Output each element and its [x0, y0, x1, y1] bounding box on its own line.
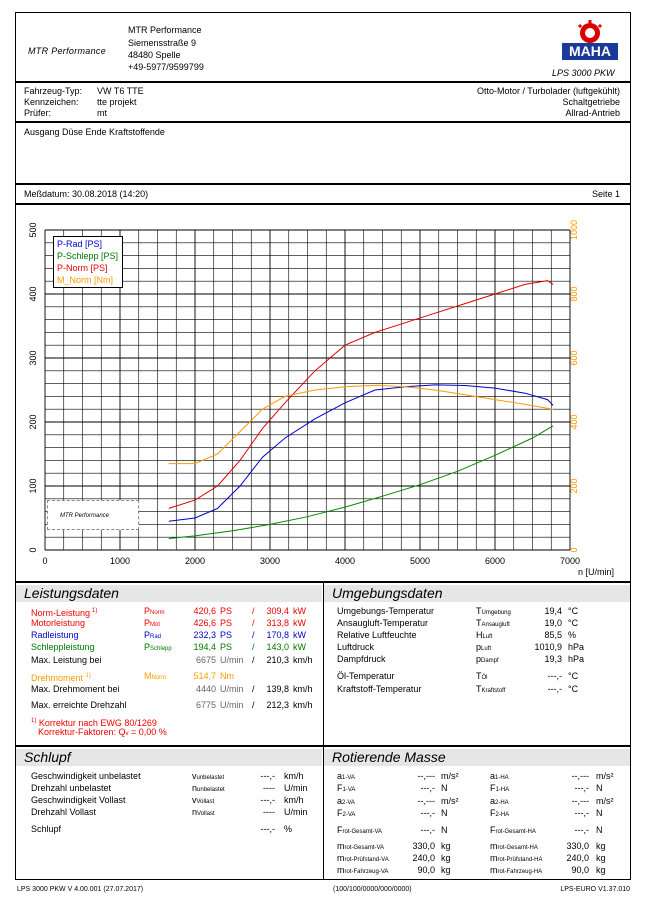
x-tick-label: 2000	[184, 556, 206, 566]
masse-left-value: ---,-	[420, 825, 435, 835]
right-y-tick-label: 400	[569, 414, 579, 430]
plate-value: tte projekt	[97, 97, 137, 107]
umgebung-row-label: Kraftstoff-Temperatur	[337, 684, 422, 694]
schlupf-row-label: Drehzahl Vollast	[31, 807, 97, 817]
umgebung-row-symsub: Öl	[481, 675, 488, 681]
leistung-row-symsub: Rad	[150, 634, 162, 640]
umgebung-row-symsub: Luft	[481, 646, 492, 652]
engine-type: Otto-Motor / Turbolader (luftgekühlt)	[476, 86, 620, 96]
series-line-p-rad--ps-	[169, 385, 553, 521]
masse-right-unit: m/s²	[596, 771, 614, 781]
masse-left-unit: N	[441, 825, 448, 835]
leistung-row-ps-unit: PS	[220, 630, 233, 640]
right-y-tick-label: 1000	[569, 219, 579, 241]
leistung-title: Leistungsdaten	[16, 585, 322, 602]
masse-right-sym: a	[490, 796, 496, 806]
torque-label-text: Drehmoment	[31, 673, 84, 683]
schlupf-row-label: Geschwindigkeit unbelastet	[31, 771, 141, 781]
left-y-tick-label: 100	[28, 478, 38, 494]
max-torque-sep: /	[252, 684, 255, 694]
umgebung-row-label: Luftdruck	[337, 642, 375, 652]
right-y-tick-label: 0	[569, 547, 579, 553]
masse-right-unit: kg	[596, 841, 606, 851]
schlupf-row-sym: n	[192, 783, 198, 793]
masse-right-symsub: 2-HA	[495, 812, 510, 818]
umgebung-row-unit: hPa	[568, 654, 585, 664]
masse-right-value: ---,-	[574, 808, 589, 818]
max-power-speed: 210,3	[266, 655, 289, 665]
umgebung-row-value: ---,-	[547, 684, 562, 694]
masse-left-unit: kg	[441, 853, 451, 863]
schlupf-row-unit: km/h	[284, 795, 304, 805]
masse-left-symsub: rot-Gesamt-VA	[344, 845, 385, 851]
masse-right-unit: m/s²	[596, 796, 614, 806]
masse-right-unit: N	[596, 808, 603, 818]
leistung-row-kw-unit: kW	[293, 630, 306, 640]
leistung-row-label-text: Radleistung	[31, 630, 79, 640]
masse-left-sym: m	[337, 841, 345, 851]
korrektur-factor-value: = 0,00 %	[128, 727, 167, 737]
lower-divider	[323, 746, 324, 880]
umgebung-row-sym: H	[476, 630, 483, 640]
masse-right-symsub: 2-HA	[495, 800, 509, 806]
leistung-row-ps-value: 420,6	[193, 606, 216, 616]
gearbox-type: Schaltgetriebe	[562, 97, 620, 107]
umgebung-row-label: Ansaugluft-Temperatur	[337, 618, 429, 628]
masse-right-value: --,---	[571, 796, 589, 806]
max-power-rpm: 6675	[195, 655, 216, 665]
masse-right-sym: m	[490, 865, 498, 875]
masse-right-value: ---,-	[574, 825, 589, 835]
schlupf-title: Schlupf	[16, 749, 322, 766]
leistung-row-label	[31, 618, 85, 629]
leistung-row-sep: /	[252, 642, 255, 652]
max-power-label: Max. Leistung bei	[31, 655, 102, 665]
umgebung-row-value: 85,5	[544, 630, 562, 640]
plate-label: Kennzeichen:	[24, 97, 79, 107]
leistung-row-symbol	[144, 642, 172, 655]
umgebung-row-value: ---,-	[547, 671, 562, 681]
company-name: MTR Performance	[128, 25, 202, 35]
masse-left-symsub: 1-VA	[342, 787, 356, 793]
umgebung-row-sym: p	[476, 642, 482, 652]
masse-left-sym: a	[337, 771, 343, 781]
right-y-tick-label: 800	[569, 286, 579, 302]
max-rpm-label: Max. erreichte Drehzahl	[31, 700, 127, 710]
max-rpm-speed: 212,3	[266, 700, 289, 710]
masse-left-symsub: rot-Prüfstand-VA	[344, 857, 389, 863]
schlupf-row-label: Schlupf	[31, 824, 62, 834]
leistung-row-symsub: Schlepp	[150, 646, 172, 652]
leistung-row-sym: P	[144, 618, 151, 628]
leistung-row-kw-unit: kW	[293, 642, 306, 652]
max-power-sep: /	[252, 655, 255, 665]
masse-right-symsub: 1-HA	[495, 775, 509, 781]
umgebung-row-sym: p	[476, 654, 482, 664]
schlupf-row-value: ---,-	[260, 795, 275, 805]
leistung-row-kw-value: 143,0	[266, 642, 289, 652]
masse-right-unit: N	[596, 825, 603, 835]
umgebung-row-sym: T	[476, 684, 482, 694]
watermark-logo-text: MTR Performance	[60, 513, 110, 519]
umgebung-row-label: Dampfdruck	[337, 654, 386, 664]
legend-m-norm: M_Norm [Nm]	[57, 275, 113, 285]
schlupf-row-unit: km/h	[284, 771, 304, 781]
schlupf-row-sym: v	[192, 771, 197, 781]
masse-right-symsub: 1-HA	[495, 787, 510, 793]
legend-p-rad: P-Rad [PS]	[57, 239, 103, 249]
right-y-tick-label: 600	[569, 350, 579, 366]
masse-right-value: 90,0	[571, 865, 589, 875]
masse-left-symbol	[337, 865, 388, 878]
schlupf-row-unit: U/min	[284, 783, 308, 793]
masse-right-value: 330,0	[566, 841, 589, 851]
torque-sym: M	[144, 671, 152, 681]
masse-left-unit: m/s²	[441, 771, 459, 781]
leistung-row-ps-unit: PS	[220, 618, 233, 628]
leistung-row-label	[31, 642, 95, 653]
umgebung-row-symsub: Ansaugluft	[481, 622, 510, 628]
schlupf-row-unit: %	[284, 824, 293, 834]
max-rpm-value: 6775	[195, 700, 216, 710]
umgebung-row-sym: T	[476, 618, 482, 628]
x-tick-label: 3000	[259, 556, 281, 566]
leistung-row-label-text: Norm-Leistung	[31, 608, 91, 618]
schlupf-row-label: Geschwindigkeit Vollast	[31, 795, 126, 805]
header-box	[15, 12, 631, 82]
masse-left-value: --,---	[417, 771, 435, 781]
masse-left-value: ---,-	[420, 783, 435, 793]
masse-right-sym: m	[490, 841, 498, 851]
company-phone: +49-5977/9599799	[128, 62, 204, 72]
masse-left-value: 240,0	[412, 853, 435, 863]
left-y-tick-label: 400	[28, 286, 38, 302]
legend-p-norm: P-Norm [PS]	[57, 263, 108, 273]
masse-right-sym: F	[490, 825, 496, 835]
umgebung-row-unit: hPa	[568, 642, 585, 652]
footer-right: LPS-EURO V1.37.010	[560, 886, 630, 893]
schlupf-row-symsub: Vollast	[197, 811, 215, 817]
schlupf-row-unit: U/min	[284, 807, 308, 817]
umgebung-row-sym: T	[476, 671, 482, 681]
masse-right-sym: F	[490, 783, 496, 793]
masse-left-unit: kg	[441, 865, 451, 875]
max-rpm-speed-unit: km/h	[293, 700, 313, 710]
company-street: Siemensstraße 9	[128, 38, 197, 48]
drive-type: Allrad-Antrieb	[565, 108, 620, 118]
schlupf-row-value: ---,-	[260, 824, 275, 834]
masse-right-symbol	[490, 783, 509, 796]
masse-left-symsub: 2-VA	[342, 812, 356, 818]
umgebung-title: Umgebungsdaten	[324, 585, 630, 602]
korrektur-footnote: 1)	[31, 718, 37, 724]
data-divider	[323, 582, 324, 746]
torque-symbol	[144, 671, 166, 684]
x-tick-label: 0	[42, 556, 48, 566]
masse-right-symsub: rot-Prüfstand-HA	[497, 857, 543, 863]
masse-left-sym: a	[337, 796, 343, 806]
leistung-row-label-text: Schleppleistung	[31, 642, 95, 652]
schlupf-row-symsub: Vollast	[196, 799, 215, 805]
left-y-tick-label: 300	[28, 350, 38, 366]
masse-title: Rotierende Masse	[324, 749, 630, 766]
max-torque-speed-unit: km/h	[293, 684, 313, 694]
umgebung-row-value: 19,3	[544, 654, 562, 664]
tester-label: Prüfer:	[24, 108, 52, 118]
masse-right-symbol	[490, 865, 542, 878]
chart-legend	[53, 236, 123, 288]
masse-right-value: ---,-	[574, 783, 589, 793]
leistung-row-ps-value: 232,3	[193, 630, 216, 640]
max-torque-speed: 139,8	[266, 684, 289, 694]
umgebung-row-symsub: Luft	[482, 634, 493, 640]
chart-watermark-logo	[47, 500, 139, 530]
leistung-row-symsub: Norm	[150, 610, 165, 616]
masse-left-unit: N	[441, 783, 448, 793]
company-logo: MTR Performance	[28, 46, 107, 56]
leistung-row-ps-value: 426,6	[193, 618, 216, 628]
umgebung-row-symbol	[476, 654, 499, 667]
umgebung-row-value: 19,4	[544, 606, 562, 616]
left-y-tick-label: 0	[28, 547, 38, 553]
masse-right-symsub: rot-Gesamt-HA	[497, 845, 538, 851]
leistung-row-sep: /	[252, 618, 255, 628]
leistung-row-kw-value: 170,8	[266, 630, 289, 640]
masse-right-unit: kg	[596, 853, 606, 863]
torque-symsub: Norm	[151, 675, 167, 681]
product-name: LPS 3000 PKW	[552, 68, 615, 78]
masse-right-symsub: rot-Fahrzeug-HA	[497, 869, 543, 875]
legend-p-schlepp: P-Schlepp [PS]	[57, 251, 119, 261]
umgebung-row-symsub: Umgebung	[481, 610, 511, 616]
masse-left-symsub: rot-Gesamt-VA	[342, 829, 383, 835]
leistung-row-label-text: Motorleistung	[31, 618, 86, 628]
company-city: 48480 Spelle	[128, 50, 181, 60]
masse-left-unit: N	[441, 808, 448, 818]
leistung-row-ps-unit: PS	[220, 606, 233, 616]
masse-left-unit: kg	[441, 841, 451, 851]
schlupf-row-sym: v	[192, 795, 197, 805]
umgebung-row-unit: °C	[568, 671, 579, 681]
masse-left-sym: F	[337, 808, 343, 818]
leistung-row-kw-unit: kW	[293, 606, 306, 616]
leistung-row-sym: P	[144, 642, 151, 652]
umgebung-row-unit: °C	[568, 606, 579, 616]
umgebung-row-value: 19,0	[544, 618, 562, 628]
masse-left-sym: m	[337, 865, 345, 875]
chart-xlabel: n [U/min]	[578, 567, 615, 577]
masse-right-value: 240,0	[566, 853, 589, 863]
schlupf-row-sym: n	[192, 807, 198, 817]
schlupf-row-label: Drehzahl unbelastet	[31, 783, 112, 793]
schlupf-row-symsub: unbelastet	[197, 787, 225, 793]
leistung-row-footnote: 1)	[92, 608, 98, 614]
umgebung-row-symbol	[476, 684, 505, 697]
umgebung-row-label: Relative Luftfeuchte	[337, 630, 417, 640]
masse-left-value: --,---	[417, 796, 435, 806]
max-torque-label: Max. Drehmoment bei	[31, 684, 120, 694]
left-y-tick-label: 500	[28, 222, 38, 238]
masse-right-unit: N	[596, 783, 603, 793]
leistung-row-ps-value: 194,4	[193, 642, 216, 652]
max-power-speed-unit: km/h	[293, 655, 313, 665]
masse-left-unit: m/s²	[441, 796, 459, 806]
masse-right-value: --,---	[571, 771, 589, 781]
korrektur-line-2	[38, 727, 167, 740]
x-tick-label: 4000	[334, 556, 356, 566]
umgebung-row-symbol	[476, 671, 488, 684]
footer-left: LPS 3000 PKW V 4.00.001 (27.07.2017)	[17, 886, 144, 893]
leistung-row-sym: P	[144, 606, 151, 616]
masse-right-sym: F	[490, 808, 496, 818]
schlupf-row-value: ----	[263, 807, 275, 817]
maha-brand-text: MAHA	[569, 43, 611, 59]
x-tick-label: 7000	[559, 556, 581, 566]
masse-left-symbol	[337, 783, 355, 796]
left-y-tick-label: 200	[28, 414, 38, 430]
series-line-m-norm--nm-	[169, 385, 553, 463]
leistung-row-symsub: Mot	[150, 622, 161, 628]
leistung-row-sep: /	[252, 606, 255, 616]
korrektur-factor-label: Korrektur-Faktoren: Q	[38, 727, 126, 737]
schlupf-row-value: ----	[263, 783, 275, 793]
schlupf-row-symsub: unbelastet	[196, 775, 225, 781]
x-tick-label: 1000	[109, 556, 131, 566]
max-rpm-unit: U/min	[220, 700, 244, 710]
leistung-row-sym: P	[144, 630, 151, 640]
masse-left-symbol	[337, 825, 382, 838]
torque-unit: Nm	[220, 671, 234, 681]
max-torque-rpm: 4440	[195, 684, 216, 694]
masse-right-symbol	[490, 808, 509, 821]
umgebung-row-unit: °C	[568, 618, 579, 628]
series-line-p-norm--ps-	[169, 281, 553, 509]
umgebung-row-unit: %	[568, 630, 577, 640]
footer-center: (100/100/0000/000/0000)	[333, 886, 412, 893]
umgebung-row-symsub: Kraftstoff	[481, 688, 506, 694]
masse-right-sym: a	[490, 771, 496, 781]
leistung-row-kw-value: 313,8	[266, 618, 289, 628]
masse-left-symsub: 2-VA	[342, 800, 355, 806]
series-line-p-schlepp--ps-	[169, 426, 553, 539]
leistung-row-kw-unit: kW	[293, 618, 306, 628]
leistung-row-label	[31, 630, 79, 641]
masse-left-value: ---,-	[420, 808, 435, 818]
masse-right-unit: kg	[596, 865, 606, 875]
max-power-rpm-unit: U/min	[220, 655, 244, 665]
torque-value: 514,7	[193, 671, 216, 681]
leistung-row-kw-value: 309,4	[266, 606, 289, 616]
x-tick-label: 6000	[484, 556, 506, 566]
tester-value: mt	[97, 108, 107, 118]
umgebung-row-value: 1010,9	[534, 642, 562, 652]
max-rpm-sep: /	[252, 700, 255, 710]
masse-left-sym: m	[337, 853, 345, 863]
vehicle-type-value: VW T6 TTE	[97, 86, 144, 96]
masse-left-sym: F	[337, 783, 343, 793]
masse-left-symsub: rot-Fahrzeug-VA	[344, 869, 389, 875]
maha-logo	[560, 20, 620, 64]
masse-left-symbol	[337, 808, 355, 821]
x-tick-label: 5000	[409, 556, 431, 566]
masse-right-sym: m	[490, 853, 498, 863]
masse-left-value: 90,0	[417, 865, 435, 875]
umgebung-row-label: Öl-Temperatur	[337, 671, 395, 681]
korrektur-text: Korrektur nach EWG 80/1269	[38, 718, 157, 728]
masse-left-value: 330,0	[412, 841, 435, 851]
leistung-row-sep: /	[252, 630, 255, 640]
umgebung-row-symsub: Dampf	[481, 658, 499, 664]
torque-footnote: 1)	[85, 673, 91, 679]
masse-right-symsub: rot-Gesamt-HA	[495, 829, 536, 835]
masse-right-symbol	[490, 825, 536, 838]
masse-left-sym: F	[337, 825, 343, 835]
schlupf-row-symbol	[192, 807, 215, 820]
page-number: Seite 1	[591, 189, 620, 199]
korrektur-factor-sub: v	[125, 731, 129, 737]
max-torque-rpm-unit: U/min	[220, 684, 244, 694]
leistung-row-ps-unit: PS	[220, 642, 233, 652]
schlupf-row-value: ---,-	[260, 771, 275, 781]
umgebung-row-sym: T	[476, 606, 482, 616]
vehicle-type-label: Fahrzeug-Typ:	[24, 86, 83, 96]
remark-text: Ausgang Düse Ende Kraftstoffende	[24, 127, 165, 137]
masse-left-symsub: 1-VA	[342, 775, 355, 781]
umgebung-row-unit: °C	[568, 684, 579, 694]
measure-date: Meßdatum: 30.08.2018 (14:20)	[24, 189, 149, 199]
torque-label	[31, 671, 91, 684]
umgebung-row-label: Umgebungs-Temperatur	[337, 606, 435, 616]
right-y-tick-label: 200	[569, 478, 579, 494]
